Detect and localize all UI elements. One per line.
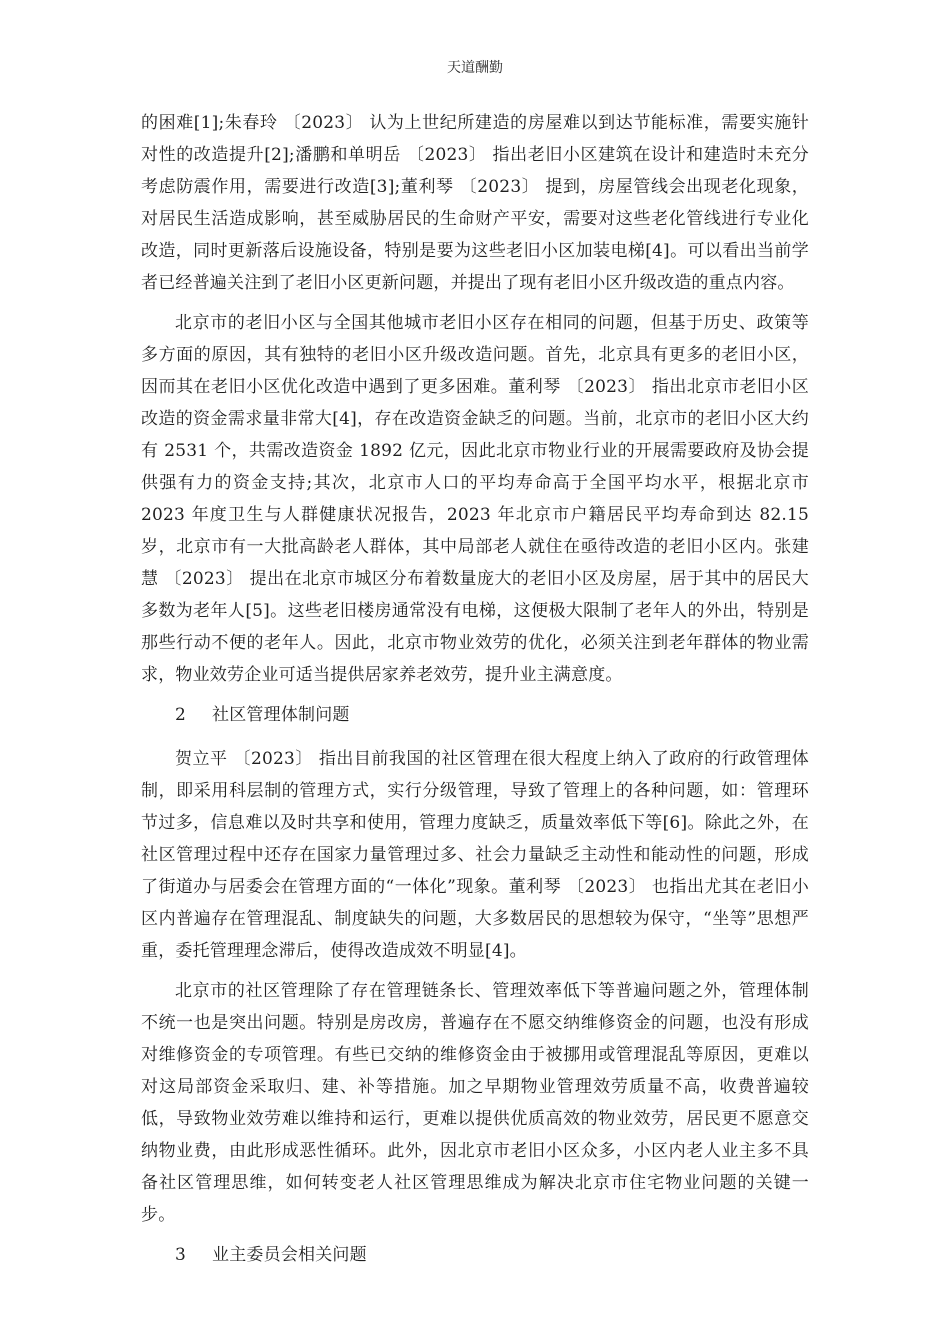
paragraph-beijing-community-management: 北京市的社区管理除了存在管理链条长、管理效率低下等普遍问题之外，管理体制不统一也是突出问题。特别是房改房，普遍存在不愿交纳维修资金的问题，也没有形成对维修资金的专项管理。有些已交纳的维修资金由于被挪用或管理混乱等原因，更难以对这局部资金采取归、建、补等措施。加之早期物业管理效劳质量不高，收费普遍较低，导致物业效劳难以维持和运行，更难以提供优质高效的物业效劳，居民更不愿意交纳物业费，由此形成恶性循环。此外，因北京市老旧小区众多，小区内老人业主多不具备社区管理思维，如何转变老人社区管理思维成为解决北京市住宅物业问题的关键一步。	[141, 981, 809, 1225]
section-heading-3	[141, 1239, 809, 1271]
document-content	[141, 107, 809, 1271]
page-header-title: 天道酬勤	[447, 60, 503, 76]
section-3-title: 业主委员会相关问题	[212, 1245, 367, 1265]
paragraph-beijing-old-communities: 北京市的老旧小区与全国其他城市老旧小区存在相同的问题，但基于历史、政策等多方面的原因，其有独特的老旧小区升级改造问题。首先，北京具有更多的老旧小区，因而其在老旧小区优化改造中遇到了更多困难。董利琴 〔2023〕 指出北京市老旧小区改造的资金需求量非常大[4]，存在改造资金缺乏的问题。当前，北京市的老旧小区大约有 2531 个，共需改造资金 1892 亿元，因此北京市物业行业的开展需要政府及协会提供强有力的资金支持;其次，北京市人口的平均寿命高于全国平均水平，根据北京市 2023 年度卫生与人群健康状况报告，2023 年北京市户籍居民平均寿命到达 82.15 岁，北京市有一大批高龄老人群体，其中局部老人就住在亟待改造的老旧小区内。张建慧 〔2023〕 提出在北京市城区分布着数量庞大的老旧小区及房屋，居于其中的居民大多数为老年人[5]。这些老旧楼房通常没有电梯，这便极大限制了老年人的外出，特别是那些行动不便的老年人。因此，北京市物业效劳的优化，必须关注到老年群体的物业需求，物业效劳企业可适当提供居家养老效劳，提升业主满意度。	[141, 313, 809, 685]
paragraph-community-management-system: 贺立平 〔2023〕 指出目前我国的社区管理在很大程度上纳入了政府的行政管理体制，即采用科层制的管理方式，实行分级管理，导致了管理上的各种问题，如：管理环节过多，信息难以及时共享和使用，管理力度缺乏，质量效率低下等[6]。除此之外，在社区管理过程中还存在国家力量管理过多、社会力量缺乏主动性和能动性的问题，形成了街道办与居委会在管理方面的“一体化”现象。董利琴 〔2023〕 也指出尤其在老旧小区内普遍存在管理混乱、制度缺失的问题，大多数居民的思想较为保守，“坐等”思想严重，委托管理理念滞后，使得改造成效不明显[4]。	[141, 749, 809, 961]
section-heading-2	[141, 699, 809, 731]
paragraph-literature-review: 的困难[1];朱春玲 〔2023〕 认为上世纪所建造的房屋难以到达节能标准，需要实施针对性的改造提升[2];潘鹏和单明岳 〔2023〕 指出老旧小区建筑在设计和建造时未充分考虑防震作用，需要进行改造[3];董利琴 〔2023〕 提到，房屋管线会出现老化现象，对居民生活造成影响，甚至威胁居民的生命财产平安，需要对这些老化管线进行专业化改造，同时更新落后设施设备，特别是要为这些老旧小区加装电梯[4]。可以看出当前学者已经普遍关注到了老旧小区更新问题，并提出了现有老旧小区升级改造的重点内容。	[141, 113, 809, 293]
section-3-number: 3	[175, 1245, 187, 1265]
page-header	[0, 0, 950, 78]
section-2-title: 社区管理体制问题	[212, 705, 350, 725]
section-2-number: 2	[175, 705, 187, 725]
